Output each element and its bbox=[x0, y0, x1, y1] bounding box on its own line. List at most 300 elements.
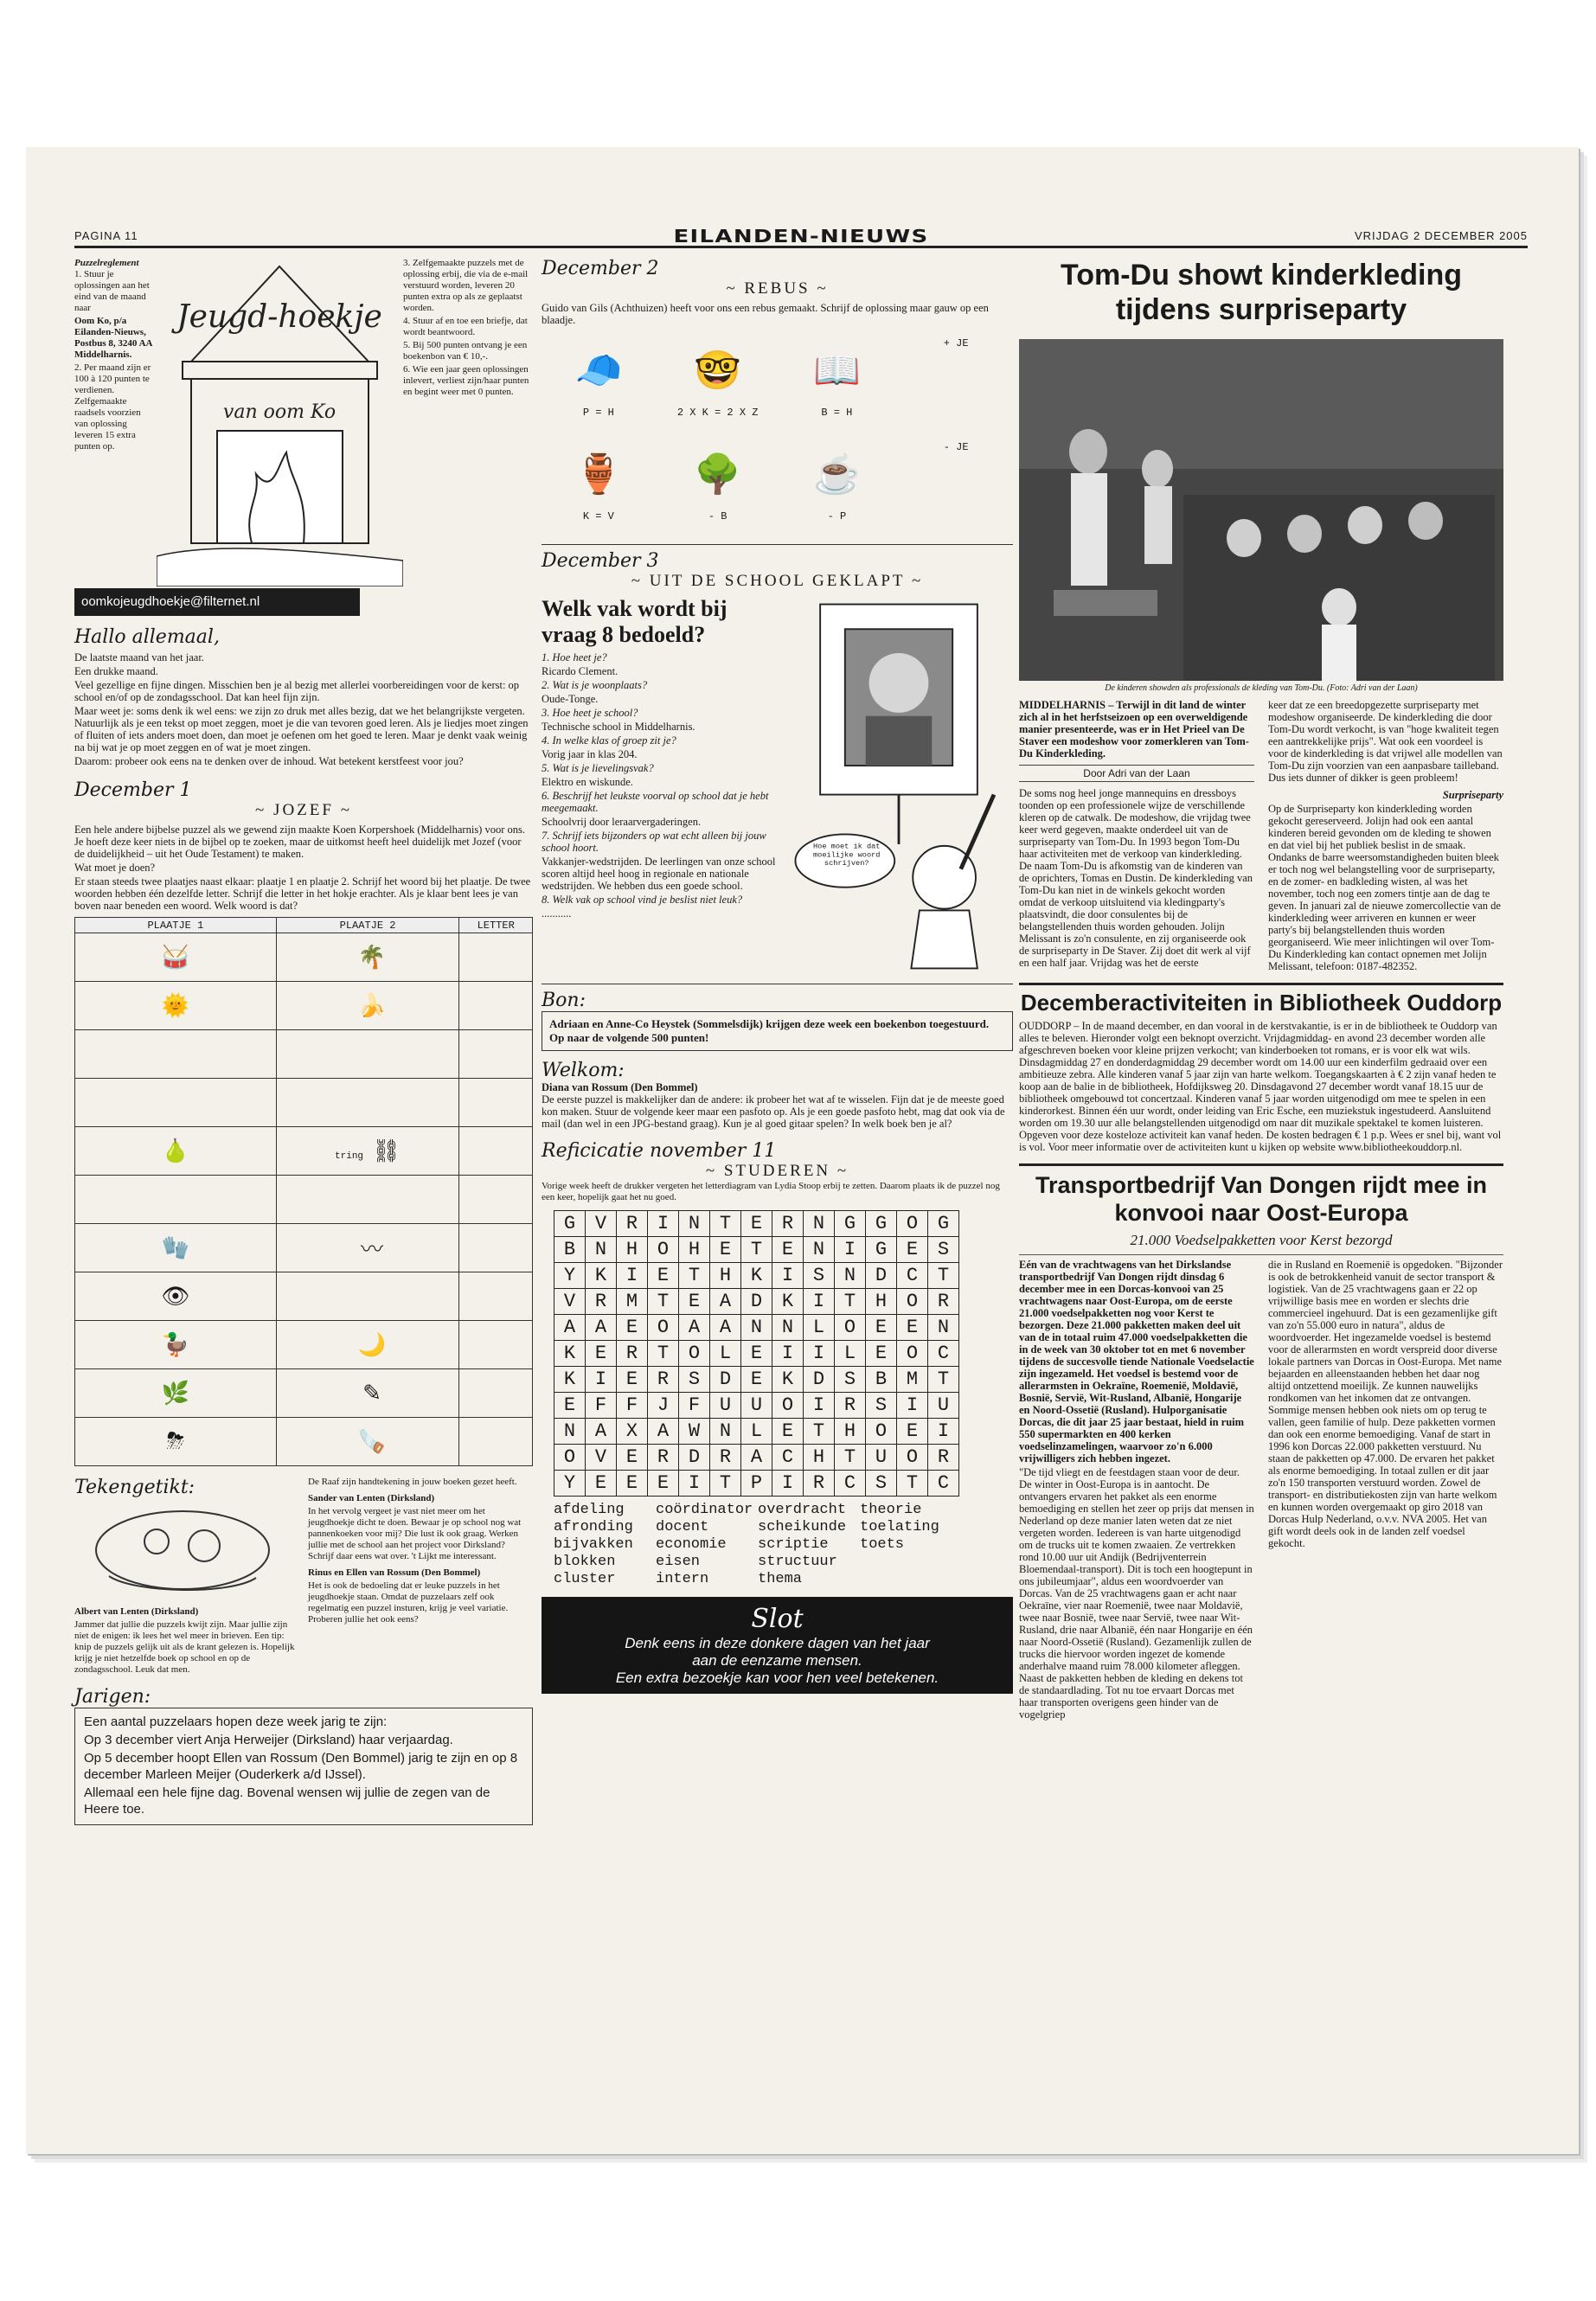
grid-letter[interactable]: R bbox=[617, 1341, 648, 1367]
grid-letter[interactable]: E bbox=[897, 1237, 928, 1263]
rebus-cell bbox=[661, 336, 775, 430]
grid-letter[interactable]: R bbox=[835, 1393, 866, 1419]
plaatje1-cell: 🧤 bbox=[75, 1224, 277, 1272]
grid-letter[interactable]: A bbox=[586, 1419, 617, 1445]
plaatje2-picture: ✎ bbox=[362, 1380, 381, 1406]
plaatje2-cell bbox=[276, 1176, 459, 1224]
grid-letter[interactable]: C bbox=[928, 1471, 959, 1497]
grid-letter[interactable]: F bbox=[617, 1393, 648, 1419]
grid-letter[interactable]: N bbox=[586, 1237, 617, 1263]
puzzle-row bbox=[75, 1369, 533, 1418]
rebus-picture: 🧢 bbox=[574, 349, 623, 392]
grid-letter[interactable]: T bbox=[710, 1211, 741, 1237]
hallo-title: Hallo allemaal, bbox=[74, 626, 220, 648]
grid-letter[interactable]: A bbox=[679, 1315, 710, 1341]
jarigen-line: Allemaal een hele fijne dag. Bovenal wensen wij jullie de zegen van de Heere toe. bbox=[84, 1785, 490, 1817]
bibliotheek-article bbox=[1019, 983, 1503, 1153]
december1-script: December 1 bbox=[74, 779, 192, 801]
grid-letter[interactable]: T bbox=[928, 1367, 959, 1393]
plaatje2-cell bbox=[276, 1127, 459, 1176]
grid-letter[interactable]: U bbox=[866, 1445, 897, 1471]
grid-letter[interactable]: V bbox=[586, 1211, 617, 1237]
grid-letter[interactable]: S bbox=[804, 1263, 835, 1289]
fireplace-illustration bbox=[157, 258, 403, 586]
transport-text: "De tijd vliegt en de feestdagen staan voor de deur. De winter in Oost-Europa is in aantocht. De ontvangers ervaren het pakket als een enorme bemoediging en stellen het zeer op prijs dat mensen in Nederland op deze manier laten weten dat ze niet vergeten worden. Iedereen is van harte uitgenodigd om de trucks uit te komen zwaaien. Ze vertrekken rond 10.00 uur uit Andijk (Bedrijventerrein Bloemendaal-transport). Dit is toch een hoogtepunt in ons jubileumjaar", aldus een woordvoerder van Dorcas. Van de 25 vrachtwagens gaan er acht naar Oekraïne, vier naar Roemenië, twee naar Moldavië, twee naar Bosnië, twee naar Servië, twee naar Wit-Rusland, drie naar Albanië, één naar Hongarije en één naar Noord-Ossetië (Rusland). Gezamenlijk zullen de trucks die hiervoor worden ingezet de komende anderhalve maand ruim 78.000 kilometer afleggen. Naast de pakketten hebben de kleding en dekens tot de standaardlading. Tot nu toe ervaart Dorcas met haar transporten overigens geen hinder van de vogelgriep bbox=[1019, 1466, 1254, 1721]
letter-cell[interactable] bbox=[459, 1418, 533, 1466]
plaatje2-cell bbox=[276, 982, 459, 1030]
grid-letter[interactable]: P bbox=[741, 1471, 772, 1497]
word-item: scriptie bbox=[758, 1536, 829, 1553]
grid-letter[interactable]: N bbox=[835, 1263, 866, 1289]
letter-text: In het vervolg vergeet je vast niet meer om het jeugdhoekje dicht te doen. Bewaar je op school nog wat pannenkoeken voor mij? Die lust ik ook graag. Werken jullie met de school aan het project voor Dirksland? Schrijf daar eens wat over. 't Lijkt me interessant. bbox=[308, 1506, 522, 1561]
plaatje1-cell bbox=[75, 1176, 277, 1224]
grid-letter[interactable]: H bbox=[617, 1237, 648, 1263]
plaatje2-note: tring bbox=[335, 1150, 364, 1162]
grid-letter[interactable]: E bbox=[772, 1237, 804, 1263]
december3-section bbox=[542, 544, 1013, 977]
grid-letter[interactable]: O bbox=[835, 1315, 866, 1341]
grid-letter[interactable]: H bbox=[866, 1289, 897, 1315]
rebus-caption: - B bbox=[708, 510, 727, 522]
grid-letter[interactable]: K bbox=[772, 1289, 804, 1315]
welkom-script: Welkom: bbox=[542, 1060, 625, 1081]
grid-letter[interactable]: E bbox=[741, 1367, 772, 1393]
grid-letter[interactable]: G bbox=[928, 1211, 959, 1237]
december1-line: Er staan steeds twee plaatjes naast elkaar: plaatje 1 en plaatje 2. Schrijf het woord bij het plaatje. De twee woorden hebben één dezelfde letter. Schrijf die letter in het hokje erachter. Als je klaar bent lees je van boven naar beneden een woord. Welk woord is dat? bbox=[74, 875, 531, 912]
plaatje1-cell: 🌞 bbox=[75, 982, 277, 1030]
qa-line: 4. In welke klas of groep zit je? bbox=[542, 734, 676, 747]
qa-line: Vorig jaar in klas 204. bbox=[542, 748, 638, 760]
puzzle-row bbox=[75, 982, 533, 1030]
grid-letter[interactable]: N bbox=[804, 1237, 835, 1263]
grid-letter[interactable]: X bbox=[617, 1419, 648, 1445]
reficicatie-script: Reficicatie november 11 bbox=[542, 1140, 777, 1162]
letter-cell[interactable] bbox=[459, 1224, 533, 1272]
newspaper-name: EILANDEN-NIEUWS bbox=[673, 226, 929, 247]
col-letter: LETTER bbox=[459, 918, 533, 933]
plaatje2-cell bbox=[276, 1079, 459, 1127]
bibliotheek-headline: Decemberactiviteiten in Bibliotheek Ouddorp bbox=[1020, 990, 1503, 1016]
puzzle-row bbox=[75, 1272, 533, 1321]
grid-letter[interactable]: H bbox=[835, 1419, 866, 1445]
grid-letter[interactable]: K bbox=[772, 1367, 804, 1393]
grid-letter[interactable]: O bbox=[897, 1341, 928, 1367]
letter-cell[interactable] bbox=[459, 1272, 533, 1321]
tekening-section bbox=[74, 1477, 533, 1677]
grid-letter[interactable]: E bbox=[617, 1471, 648, 1497]
rule-1: 1. Stuur je oplossingen aan het eind van de maand naar bbox=[74, 269, 150, 313]
qa-line: Elektro en wiskunde. bbox=[542, 776, 633, 788]
puzzle-row bbox=[75, 1176, 533, 1224]
grid-letter[interactable]: E bbox=[617, 1367, 648, 1393]
hallo-section bbox=[74, 626, 533, 767]
bibliotheek-text: OUDDORP – In de maand december, en dan vooral in de kerstvakantie, is er in de bibliotheek te Ouddorp van alles te beleven. Hieronder volgt een beknopt overzicht. Vrijdagmiddag- en avond 23 december worden alle afgeschreven boeken voor kleine prijzen verkocht; van kinderboeken tot romans, er is voor elk wat wils. Dinsdagmiddag 27 en donderdagmiddag 29 december wordt om 14.00 uur een kinderfilm gedraaid over een ambitieuze zebra. Alle kinderen vanaf 5 jaar zijn van harte welkom. Toegangskaarten à € 2 zijn vanaf heden te koop aan de balie in de bibliotheek, Hofdijksweg 20. Dinsdagavond 27 december wordt vanaf 18.15 uur de bibliotheek omgebouwd tot concertzaal. Kinderen vanaf 5 jaar worden uitgenodigd om mee te spelen in een kinderorkest. Binnen één uur wordt, onder leiding van Eric Esche, een muziekstuk ingestudeerd. Aansluitend worden om 19.30 uur alle belangstellenden uitgenodigd om naar dit muzikale spektakel te komen luisteren. Opgeven voor deze kosteloze activiteit kan vanaf heden. De kosten bedragen € 1 p.p. Wees er snel bij, want vol is vol. Voor meer informatie over de activiteiten kunt u kijken op website www.bibliotheekouddorp.nl. bbox=[1019, 1020, 1502, 1153]
rebus-cell bbox=[899, 336, 1013, 430]
grid-letter[interactable]: R bbox=[804, 1471, 835, 1497]
rebus-caption: - JE bbox=[943, 441, 969, 453]
rebus-caption: B = H bbox=[821, 407, 853, 419]
plaatje1-cell: 🍐 bbox=[75, 1127, 277, 1176]
grid-letter[interactable]: K bbox=[741, 1263, 772, 1289]
slot-line: Een extra bezoekje kan voor hen veel betekenen. bbox=[615, 1670, 939, 1686]
grid-letter[interactable]: H bbox=[710, 1263, 741, 1289]
grid-letter[interactable]: C bbox=[897, 1263, 928, 1289]
grid-letter[interactable]: L bbox=[741, 1419, 772, 1445]
word-item: overdracht bbox=[758, 1502, 847, 1518]
grid-letter[interactable]: V bbox=[586, 1445, 617, 1471]
word-item: toelating bbox=[860, 1519, 939, 1535]
rebus-picture: 🏺 bbox=[574, 453, 623, 496]
grid-letter[interactable]: T bbox=[897, 1471, 928, 1497]
grid-letter[interactable]: L bbox=[835, 1341, 866, 1367]
qa-line: Oude-Tonge. bbox=[542, 693, 599, 705]
jeugdhoekje-column bbox=[74, 258, 533, 1825]
grid-row bbox=[554, 1471, 959, 1497]
grid-letter[interactable]: I bbox=[586, 1367, 617, 1393]
rule-6: 6. Wie een jaar geen oplossingen inlevert, verliest zijn/haar punten en begint weer met 0 punten. bbox=[403, 364, 529, 397]
rebus-cell bbox=[661, 440, 775, 534]
grid-row bbox=[554, 1289, 959, 1315]
grid-letter[interactable]: E bbox=[772, 1419, 804, 1445]
word-item: eisen bbox=[656, 1554, 701, 1570]
grid-letter[interactable]: O bbox=[554, 1445, 586, 1471]
grid-letter[interactable]: A bbox=[648, 1419, 679, 1445]
grid-letter[interactable]: N bbox=[772, 1315, 804, 1341]
jarigen-title: Jarigen: bbox=[74, 1686, 151, 1708]
plaatje1-cell bbox=[75, 1030, 277, 1079]
grid-letter[interactable]: N bbox=[741, 1315, 772, 1341]
grid-letter[interactable]: R bbox=[648, 1367, 679, 1393]
grid-letter[interactable]: E bbox=[741, 1341, 772, 1367]
letter-cell[interactable] bbox=[459, 1030, 533, 1079]
grid-letter[interactable]: B bbox=[866, 1367, 897, 1393]
tomdu-headline: Tom-Du showt kinderkleding tijdens surpriseparty bbox=[1060, 259, 1463, 326]
grid-letter[interactable]: E bbox=[866, 1315, 897, 1341]
grid-letter[interactable]: O bbox=[897, 1289, 928, 1315]
letter-cell[interactable] bbox=[459, 1079, 533, 1127]
grid-letter[interactable]: C bbox=[835, 1471, 866, 1497]
december2-section bbox=[542, 258, 1013, 534]
qa-line: ........... bbox=[542, 907, 572, 920]
plaatje2-picture: 〰 bbox=[361, 1237, 384, 1262]
grid-letter[interactable]: I bbox=[617, 1263, 648, 1289]
grid-letter[interactable]: I bbox=[679, 1471, 710, 1497]
grid-letter[interactable]: T bbox=[741, 1237, 772, 1263]
grid-letter[interactable]: F bbox=[586, 1393, 617, 1419]
grid-letter[interactable]: L bbox=[804, 1315, 835, 1341]
letter-cell[interactable] bbox=[459, 933, 533, 982]
grid-row bbox=[554, 1419, 959, 1445]
puzzle-row bbox=[75, 1079, 533, 1127]
december1-line: Een hele andere bijbelse puzzel als we gewend zijn maakte Koen Korpershoek (Middelharnis) voor ons. Je hoeft deze keer niets in de bijbel op te zoeken, maar de uitkomst heeft heel duidelijk met Jozef (voor de duidelijkheid – uit het Oude Testament) te maken. bbox=[74, 824, 525, 860]
letter-diagram bbox=[554, 1210, 959, 1497]
slot-line: Denk eens in deze donkere dagen van het jaar bbox=[625, 1635, 930, 1651]
grid-letter[interactable]: O bbox=[866, 1419, 897, 1445]
word-item bbox=[860, 1554, 962, 1571]
word-item: intern bbox=[656, 1571, 709, 1587]
grid-letter[interactable]: A bbox=[586, 1315, 617, 1341]
grid-row bbox=[554, 1315, 959, 1341]
tomdu-text: Op de Surpriseparty kon kinderkleding worden gekocht gereserveerd. Jolijn had ook een aantal kinderen bereid gevonden om de kleding te showen en dat viel bij het publiek beslist in de smaak. Ondanks de barre weersomstandigheden buiten bleek er toch nog wel belangstelling voor de surpriseparty, en de zomer- en badkleding wisten, al was het november, toch nog een zomers tintje aan de dag te geven. In januari zal de nieuwe zomercollectie van de kinderkleding weer arriveren en kunnen er weer party's bij belangstellenden thuis worden georganiseerd. Wie meer inlichtingen wil over Tom-Du Kinderkleding kan contact opnemen met Jolijn Melissant, telefoon: 0187-482352. bbox=[1268, 803, 1501, 972]
grid-row bbox=[554, 1211, 959, 1237]
word-item: structuur bbox=[758, 1554, 837, 1570]
letter-cell[interactable] bbox=[459, 1127, 533, 1176]
hallo-line: De laatste maand van het jaar. bbox=[74, 651, 204, 663]
grid-letter[interactable]: E bbox=[710, 1237, 741, 1263]
grid-letter[interactable]: K bbox=[554, 1341, 586, 1367]
grid-letter[interactable]: G bbox=[554, 1211, 586, 1237]
grid-letter[interactable]: R bbox=[586, 1289, 617, 1315]
rebus-cell bbox=[780, 336, 894, 430]
grid-letter[interactable]: O bbox=[648, 1237, 679, 1263]
december1-title: ~ JOZEF ~ bbox=[255, 801, 352, 819]
grid-letter[interactable]: S bbox=[679, 1367, 710, 1393]
qa-line: 6. Beschrijf het leukste voorval op school dat je hebt meegemaakt. bbox=[542, 790, 769, 814]
rebus-picture: 📖 bbox=[812, 349, 861, 392]
plaatje2-cell bbox=[276, 1224, 459, 1272]
welkom-text: De eerste puzzel is makkelijker dan de andere: ik probeer het wat af te wisselen. Fijn dat je de meeste goed kon maken. Stuur de volgende keer maar een pasfoto op. Als je een goede pasfoto hebt, mag dat ook via de mail (dan wel in een JPG-bestand graag). Kun je al goed gitaar spelen? In welk boek ben je al? bbox=[542, 1093, 1005, 1130]
grid-letter[interactable]: E bbox=[897, 1315, 928, 1341]
word-item: docent bbox=[656, 1519, 709, 1535]
grid-letter[interactable]: R bbox=[617, 1211, 648, 1237]
hallo-line: Daarom: probeer ook eens na te denken over de inhoud. Wat betekent kerstfeest voor jou? bbox=[74, 755, 464, 767]
grid-letter[interactable]: W bbox=[679, 1419, 710, 1445]
grid-letter[interactable]: N bbox=[710, 1419, 741, 1445]
puzzle-row bbox=[75, 1127, 533, 1176]
plaatje2-picture: 🌴 bbox=[357, 944, 387, 970]
col-plaatje1: PLAATJE 1 bbox=[75, 918, 277, 933]
tomdu-text: De soms nog heel jonge mannequins en dressboys toonden op een professionele wijze de verschillende kleren op de catwalk. De modeshow, die vrijdag twee keer werd gegeven, maakte onderdeel uit van de surpriseparty van Tom-Du. In 1993 begon Tom-Du haar activiteiten met de verkoop van kinderkleding. De naam Tom-Du is afkomstig van de kinderen van de oprichters, Tomas en Dustin. De kinderkleding van Tom-Du kan niet in de winkels gekocht worden omdat de verkoop uitsluitend via kledingparty's plaatsvindt, die door consulentes bij de belangstellenden thuis worden gehouden. Jolijn Melissant is zo'n consulente, en zij organiseerde ook de surpriseparty in De Staver. Zij doet dit werk al vijf en een half jaar. Vrijdag was het de eerste bbox=[1019, 787, 1253, 969]
grid-letter[interactable]: E bbox=[648, 1471, 679, 1497]
tomdu-article bbox=[1019, 258, 1503, 974]
rebus-row-1 bbox=[542, 336, 1013, 430]
december3-title: ~ UIT DE SCHOOL GEKLAPT ~ bbox=[631, 572, 924, 590]
grid-letter[interactable]: M bbox=[617, 1289, 648, 1315]
grid-letter[interactable]: I bbox=[772, 1341, 804, 1367]
puzzle-column bbox=[542, 258, 1013, 1694]
grid-letter[interactable]: E bbox=[617, 1445, 648, 1471]
issue-date: VRIJDAG 2 DECEMBER 2005 bbox=[1354, 229, 1528, 242]
grid-row bbox=[554, 1237, 959, 1263]
grid-letter[interactable]: E bbox=[586, 1341, 617, 1367]
grid-letter[interactable]: U bbox=[710, 1393, 741, 1419]
grid-letter[interactable]: G bbox=[866, 1237, 897, 1263]
grid-letter[interactable]: R bbox=[772, 1211, 804, 1237]
grid-letter[interactable]: O bbox=[897, 1211, 928, 1237]
grid-letter[interactable]: D bbox=[741, 1289, 772, 1315]
grid-letter[interactable]: T bbox=[710, 1471, 741, 1497]
jarigen-section bbox=[74, 1686, 533, 1825]
qa-line: 3. Hoe heet je school? bbox=[542, 707, 638, 719]
grid-letter[interactable]: S bbox=[866, 1393, 897, 1419]
grid-letter[interactable]: O bbox=[648, 1315, 679, 1341]
word-item: afronding bbox=[554, 1519, 633, 1535]
december2-script: December 2 bbox=[542, 258, 659, 279]
rebus-caption: - P bbox=[827, 510, 847, 522]
grid-letter[interactable]: F bbox=[679, 1393, 710, 1419]
word-item: economie bbox=[656, 1536, 727, 1553]
grid-letter[interactable]: O bbox=[679, 1341, 710, 1367]
qa-line: 2. Wat is je woonplaats? bbox=[542, 679, 648, 691]
col-plaatje2: PLAATJE 2 bbox=[276, 918, 459, 933]
grid-letter[interactable]: Y bbox=[554, 1471, 586, 1497]
grid-letter[interactable]: N bbox=[554, 1419, 586, 1445]
grid-letter[interactable]: T bbox=[928, 1263, 959, 1289]
plaatje1-cell: ⛈ bbox=[75, 1418, 277, 1466]
december2-title: ~ REBUS ~ bbox=[726, 279, 829, 298]
grid-letter[interactable]: E bbox=[586, 1471, 617, 1497]
rebus-caption: + JE bbox=[943, 337, 969, 349]
grid-letter[interactable]: A bbox=[710, 1289, 741, 1315]
grid-letter[interactable]: T bbox=[835, 1445, 866, 1471]
grid-letter[interactable]: D bbox=[679, 1445, 710, 1471]
rebus-row-2 bbox=[542, 440, 1013, 534]
rebus-cell bbox=[542, 440, 656, 534]
grid-letter[interactable]: M bbox=[897, 1367, 928, 1393]
grid-row bbox=[554, 1367, 959, 1393]
grid-letter[interactable]: I bbox=[835, 1237, 866, 1263]
grid-letter[interactable]: N bbox=[804, 1211, 835, 1237]
letter-name: Rinus en Ellen van Rossum (Den Bommel) bbox=[308, 1567, 481, 1578]
grid-letter[interactable]: D bbox=[804, 1367, 835, 1393]
grid-row bbox=[554, 1393, 959, 1419]
puzzle-row bbox=[75, 933, 533, 982]
hallo-line: Veel gezellige en fijne dingen. Misschien ben je al bezig met allerlei voorbereidingen voor de kerst: op school en/of op de zondagsschool. Dat kan heel fijn zijn. bbox=[74, 679, 520, 703]
grid-letter[interactable]: H bbox=[804, 1445, 835, 1471]
grid-letter[interactable]: U bbox=[928, 1393, 959, 1419]
grid-row bbox=[554, 1263, 959, 1289]
december1-line: Wat moet je doen? bbox=[74, 862, 156, 874]
grid-letter[interactable]: C bbox=[772, 1445, 804, 1471]
grid-letter[interactable]: I bbox=[897, 1393, 928, 1419]
reficicatie-text: Vorige week heeft de drukker vergeten het letterdiagram van Lydia Stoop erbij te zetten. Daarom plaats ik de puzzel nog een keer, hopelijk gaat het nu goed. bbox=[542, 1181, 1000, 1202]
word-item: thema bbox=[758, 1571, 803, 1587]
grid-letter[interactable]: G bbox=[866, 1211, 897, 1237]
grid-letter[interactable]: E bbox=[617, 1315, 648, 1341]
jarigen-line: Op 3 december viert Anja Herweijer (Dirksland) haar verjaardag. bbox=[84, 1733, 453, 1747]
grid-letter[interactable]: D bbox=[710, 1367, 741, 1393]
email-banner[interactable]: oomkojeugdhoekje@filternet.nl bbox=[74, 588, 360, 616]
grid-letter[interactable]: T bbox=[648, 1289, 679, 1315]
grid-letter[interactable]: I bbox=[772, 1471, 804, 1497]
welkom-name: Diana van Rossum (Den Bommel) bbox=[542, 1081, 698, 1093]
grid-letter[interactable]: A bbox=[741, 1445, 772, 1471]
rebus-cell bbox=[899, 440, 1013, 534]
grid-letter[interactable]: G bbox=[835, 1211, 866, 1237]
puzzle-row bbox=[75, 1321, 533, 1369]
rebus-picture: 🌳 bbox=[694, 453, 742, 496]
rebus-cell bbox=[542, 336, 656, 430]
grid-letter[interactable]: I bbox=[648, 1211, 679, 1237]
grid-letter[interactable]: E bbox=[679, 1289, 710, 1315]
grid-letter[interactable]: I bbox=[928, 1419, 959, 1445]
grid-letter[interactable]: V bbox=[554, 1289, 586, 1315]
grid-letter[interactable]: D bbox=[866, 1263, 897, 1289]
rules-title: Puzzelreglement bbox=[74, 258, 139, 268]
grid-letter[interactable]: U bbox=[741, 1393, 772, 1419]
grid-letter[interactable]: I bbox=[804, 1393, 835, 1419]
grid-letter[interactable]: S bbox=[928, 1237, 959, 1263]
tekening-title: Tekengetikt: bbox=[74, 1477, 195, 1498]
grid-letter[interactable]: H bbox=[679, 1237, 710, 1263]
tomdu-text: keer dat ze een breedopgezette surpriseparty met modeshow organiseerde. De kinderkleding die door Tom-Du wordt verkocht, is van "hoge kwaliteit tegen een aantrekkelijke prijs". Wat ook een voordeel is voor de kinderkleding is dat vrijwel alle modellen van Tom-Du zijn voorzien van een aanpasbare tailleband. Dus iets dunner of dikker is geen probleem! bbox=[1268, 699, 1503, 784]
reficicatie-title: ~ STUDEREN ~ bbox=[705, 1162, 849, 1180]
tomdu-subhead: Surpriseparty bbox=[1442, 789, 1503, 801]
letter-cell[interactable] bbox=[459, 1369, 533, 1418]
grid-letter[interactable]: I bbox=[804, 1341, 835, 1367]
grid-letter[interactable]: T bbox=[679, 1263, 710, 1289]
letter-cell[interactable] bbox=[459, 982, 533, 1030]
word-item: afdeling bbox=[554, 1502, 625, 1518]
transport-lead: Eén van de vrachtwagens van het Dirkslandse transportbedrijf Van Dongen rijdt dinsdag 6 december mee in een Dorcas-konvooi van 25 vrachtwagens naar Oost-Europa, om de eerste 21.000 voedselpakketten nog voor Kerst te bezorgen. Deze 21.000 pakketten maken deel uit van de in totaal ruim 47.000 voedselpakketten die in de week van 30 oktober tot en met 6 november tijdens de succesvolle tiende Nationale Voedselactie zijn ingezameld. Het voedsel is bestemd voor de allerarmsten in Oekraïne, Roemenië, Moldavië, Bosnië, Servië, Wit-Rusland, Albanië, Hongarije en Noord-Ossetië (Rusland). Hulporganisatie Dorcas, die dit jaar 25 jaar bestaat, hield in ruim 550 supermarkten en 400 kerken voedselinzamelingen, waarvoor zo'n 6.000 vrijwilligers zich hebben ingezet. bbox=[1019, 1259, 1254, 1465]
grid-letter[interactable]: T bbox=[648, 1341, 679, 1367]
grid-letter[interactable]: L bbox=[710, 1341, 741, 1367]
grid-letter[interactable]: J bbox=[648, 1393, 679, 1419]
grid-letter[interactable]: C bbox=[928, 1341, 959, 1367]
grid-letter[interactable]: T bbox=[835, 1289, 866, 1315]
letter-cell[interactable] bbox=[459, 1176, 533, 1224]
grid-letter[interactable]: R bbox=[928, 1289, 959, 1315]
grid-letter[interactable]: B bbox=[554, 1237, 586, 1263]
slot-script: Slot bbox=[751, 1604, 804, 1634]
reficicatie-section bbox=[542, 1140, 1013, 1588]
jeugdhoekje-masthead bbox=[74, 258, 533, 619]
plaatje2-picture: ⛓ bbox=[372, 1138, 401, 1163]
grid-letter[interactable]: R bbox=[710, 1445, 741, 1471]
grid-letter[interactable]: R bbox=[648, 1445, 679, 1471]
letter-intro: De Raaf zijn handtekening in jouw boeken gezet heeft. bbox=[308, 1477, 517, 1487]
letter-name: Albert van Lenten (Dirksland) bbox=[74, 1606, 199, 1617]
grid-letter[interactable]: K bbox=[554, 1367, 586, 1393]
plaatje2-cell bbox=[276, 933, 459, 982]
newspaper-page bbox=[26, 147, 1579, 2154]
grid-letter[interactable]: E bbox=[741, 1211, 772, 1237]
grid-letter[interactable]: I bbox=[804, 1289, 835, 1315]
grid-letter[interactable]: K bbox=[586, 1263, 617, 1289]
qa-line: Vakkanjer-wedstrijden. De leerlingen van onze school scoren altijd heel hoog in regionale en nationale wedstrijden. We hebben dus een goede school. bbox=[542, 856, 776, 892]
grid-letter[interactable]: E bbox=[648, 1263, 679, 1289]
grid-letter[interactable]: S bbox=[866, 1471, 897, 1497]
slot-line: aan de eenzame mensen. bbox=[692, 1652, 862, 1669]
grid-letter[interactable]: I bbox=[772, 1263, 804, 1289]
jeugd-title: Jeugd-hoekje bbox=[176, 299, 382, 335]
grid-letter[interactable]: Y bbox=[554, 1263, 586, 1289]
december3-headline: Welk vak wordt bij vraag 8 bedoeld? bbox=[542, 596, 727, 647]
word-item: blokken bbox=[554, 1554, 616, 1570]
slot-section bbox=[542, 1597, 1013, 1694]
transport-headline: Transportbedrijf Van Dongen rijdt mee in konvooi naar Oost-Europa bbox=[1035, 1172, 1488, 1226]
plaatje2-picture: 🍌 bbox=[357, 992, 387, 1018]
grid-letter[interactable]: O bbox=[897, 1445, 928, 1471]
grid-letter[interactable]: O bbox=[772, 1393, 804, 1419]
grid-letter[interactable]: A bbox=[710, 1315, 741, 1341]
grid-letter[interactable]: E bbox=[866, 1341, 897, 1367]
rebus-caption: K = V bbox=[582, 510, 614, 522]
grid-letter[interactable]: N bbox=[928, 1315, 959, 1341]
grid-letter[interactable]: A bbox=[554, 1315, 586, 1341]
grid-letter[interactable]: E bbox=[897, 1419, 928, 1445]
grid-letter[interactable]: N bbox=[679, 1211, 710, 1237]
grid-letter[interactable]: R bbox=[928, 1445, 959, 1471]
word-item bbox=[860, 1571, 962, 1588]
plaatje1-cell: 👁 bbox=[75, 1272, 277, 1321]
grid-letter[interactable]: S bbox=[835, 1367, 866, 1393]
grid-letter[interactable]: E bbox=[554, 1393, 586, 1419]
letter-cell[interactable] bbox=[459, 1321, 533, 1369]
plaatje2-cell bbox=[276, 1272, 459, 1321]
grid-letter[interactable]: T bbox=[804, 1419, 835, 1445]
slot-box bbox=[542, 1597, 1013, 1694]
